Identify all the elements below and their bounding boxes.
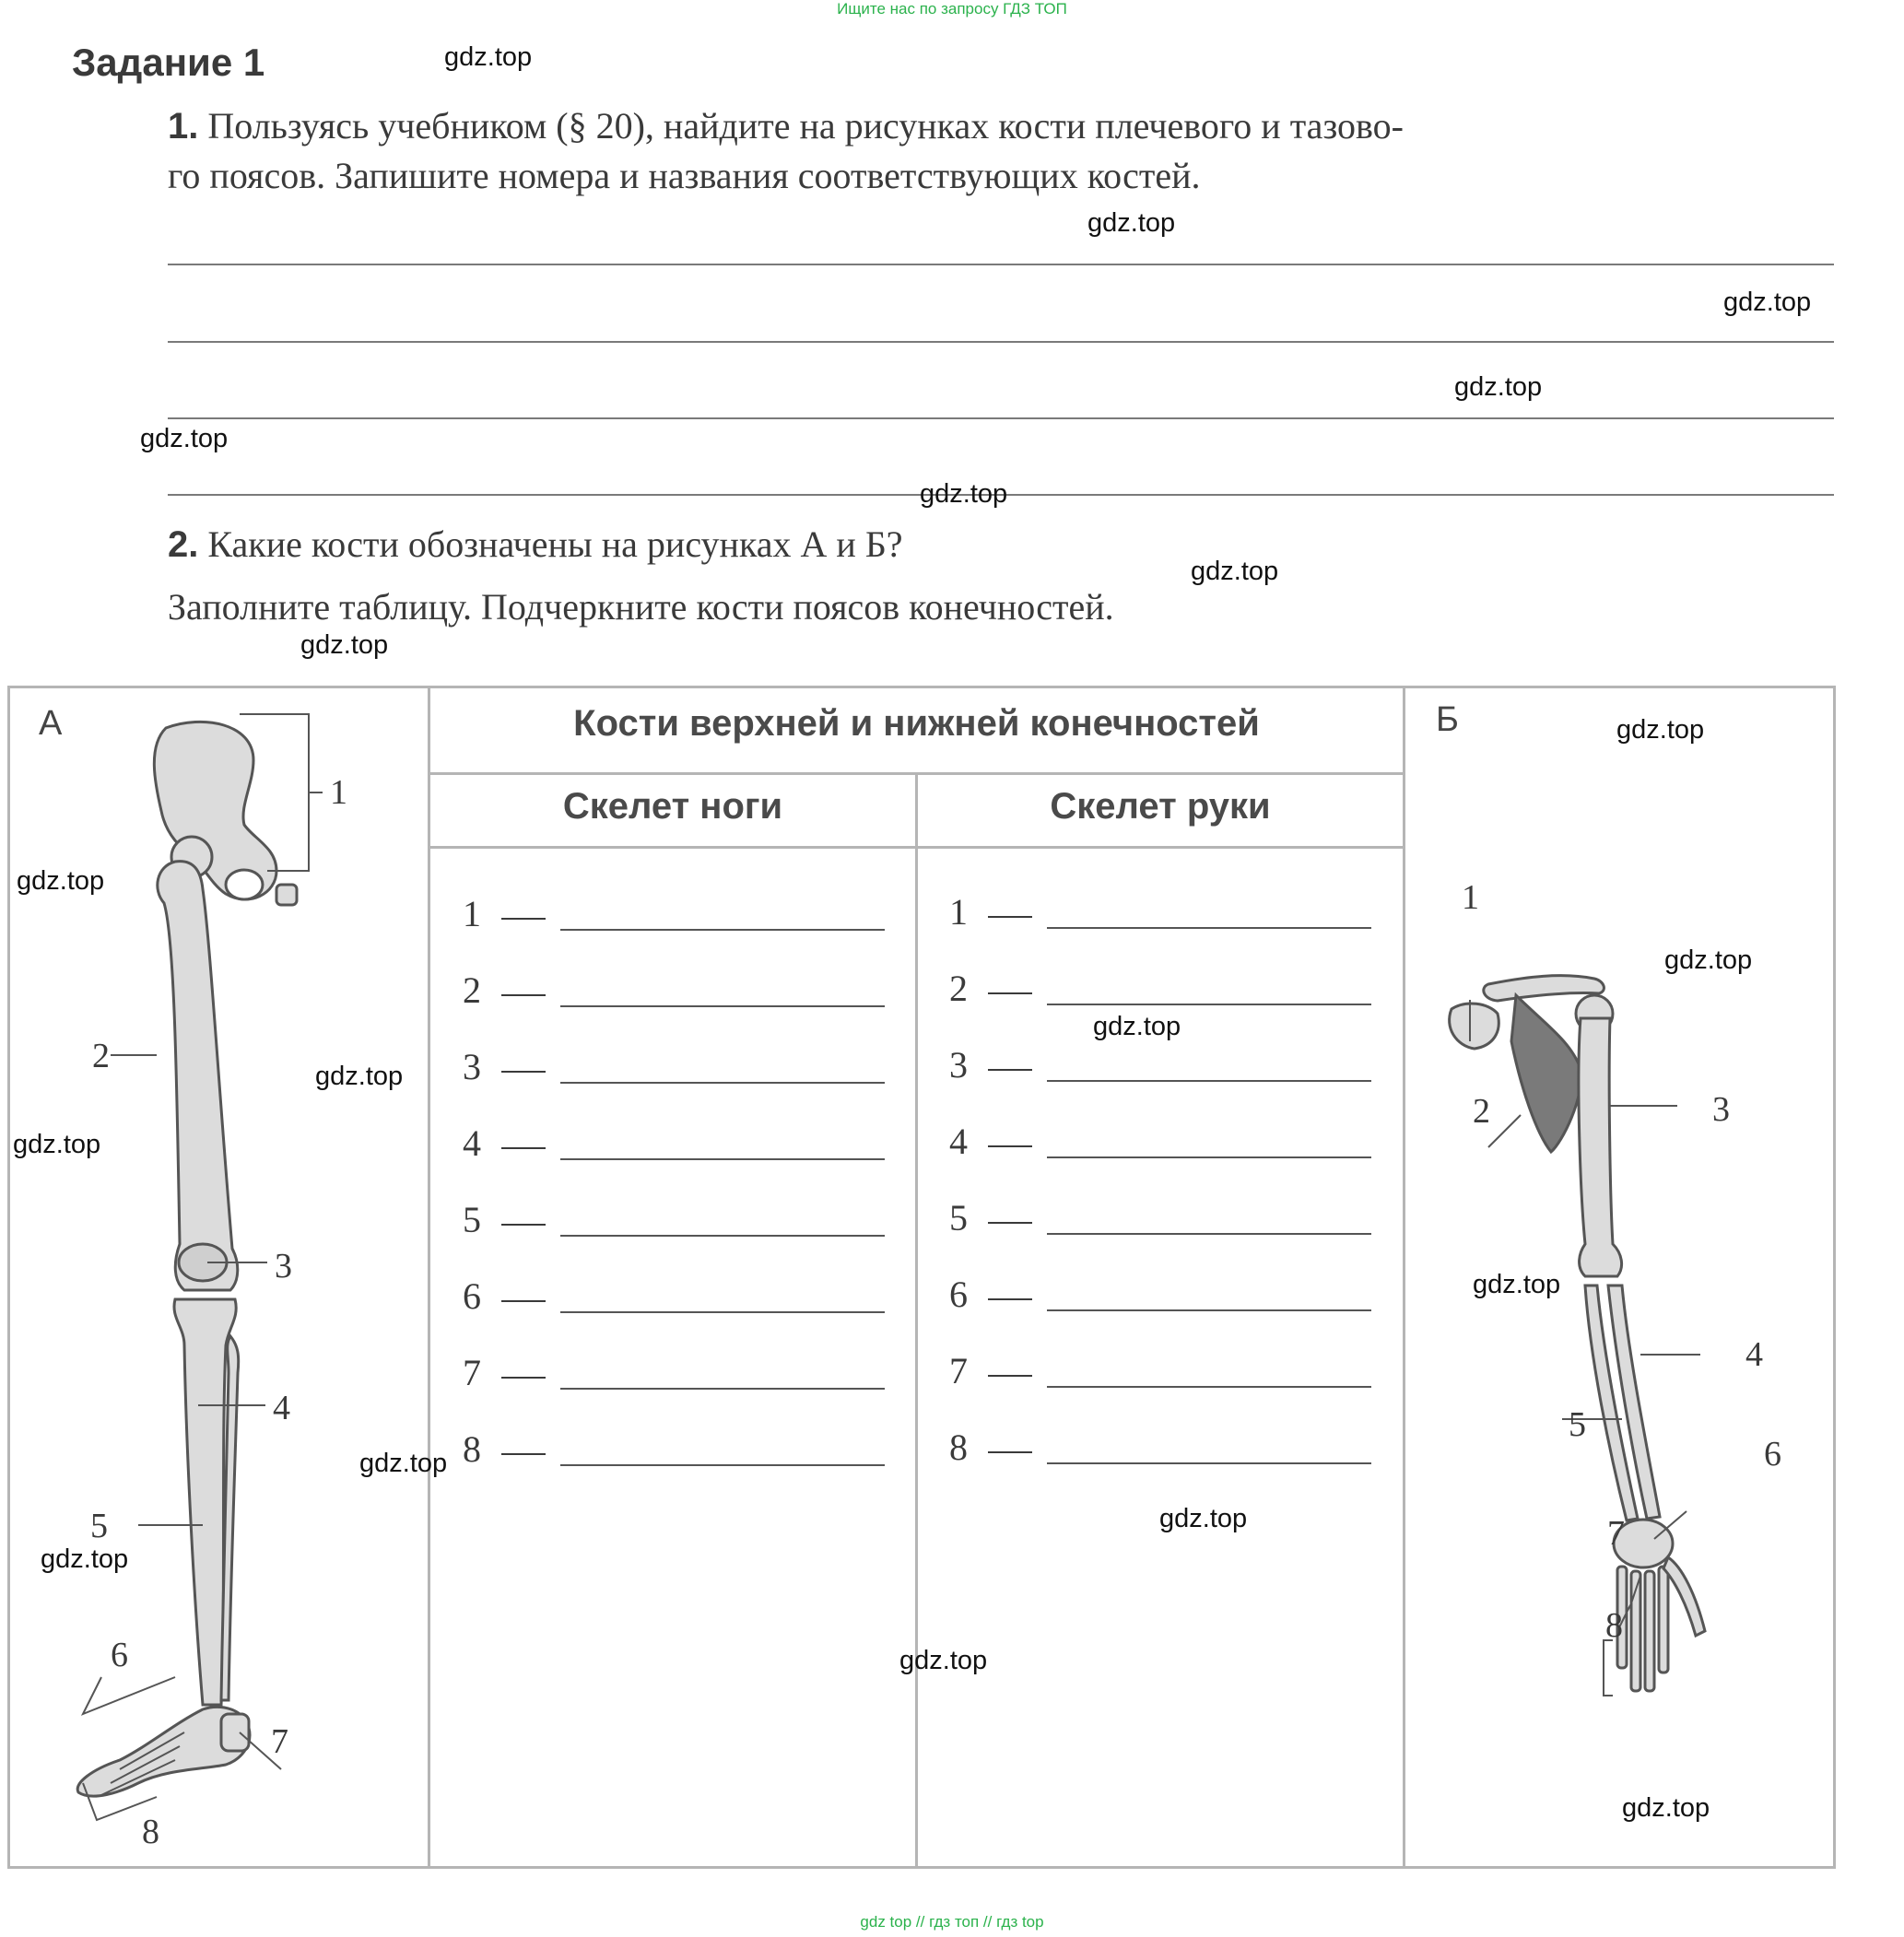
search-banner: Ищите нас по запросу ГДЗ ТОП — [837, 0, 1067, 18]
leg-row[interactable] — [463, 1427, 896, 1481]
row-number: 3 — [463, 1046, 481, 1087]
question-1 — [168, 101, 1404, 151]
arm-label: 1 — [1462, 878, 1479, 917]
task-title: Задание 1 — [72, 41, 265, 84]
row-dash — [501, 1377, 546, 1379]
row-number: 1 — [949, 891, 968, 933]
arm-row[interactable] — [949, 1349, 1382, 1403]
row-dash — [501, 1300, 546, 1302]
answer-line[interactable] — [168, 341, 1834, 343]
watermark: gdz.top — [13, 1130, 101, 1159]
footer-banner: gdz top // гдз топ // гдз top — [860, 1913, 1044, 1931]
answer-line[interactable] — [168, 264, 1834, 265]
watermark: gdz.top — [1191, 557, 1279, 586]
row-dash — [988, 916, 1032, 918]
table-title: Кости верхней и нижней конечностей — [573, 703, 1260, 744]
row-number: 2 — [463, 969, 481, 1011]
answer-blank[interactable] — [560, 1158, 885, 1160]
row-number: 6 — [949, 1274, 968, 1315]
row-number: 7 — [463, 1352, 481, 1393]
row-number: 1 — [463, 893, 481, 934]
arm-row[interactable] — [949, 1426, 1382, 1479]
row-number: 5 — [463, 1199, 481, 1240]
leg-row[interactable] — [463, 892, 896, 945]
leg-label: 4 — [273, 1389, 290, 1427]
watermark: gdz.top — [1616, 715, 1705, 745]
row-dash — [501, 1224, 546, 1226]
table-divider — [428, 686, 430, 1869]
row-dash — [988, 1298, 1032, 1300]
row-number: 6 — [463, 1275, 481, 1317]
watermark: gdz.top — [444, 42, 533, 72]
row-number: 3 — [949, 1044, 968, 1086]
watermark: gdz.top — [1473, 1270, 1561, 1299]
answer-blank[interactable] — [560, 1005, 885, 1007]
answer-blank[interactable] — [560, 1235, 885, 1237]
row-dash — [501, 1453, 546, 1455]
panel-a-label: А — [39, 704, 63, 743]
row-number: 4 — [949, 1121, 968, 1162]
row-dash — [501, 994, 546, 996]
arm-label: 7 — [1607, 1514, 1625, 1553]
row-dash — [988, 1222, 1032, 1224]
answer-blank[interactable] — [1047, 1156, 1371, 1158]
arm-row[interactable] — [949, 1043, 1382, 1097]
leg-label: 8 — [142, 1813, 159, 1851]
leg-row[interactable] — [463, 1198, 896, 1251]
column-arm-header: Скелет руки — [1050, 786, 1271, 827]
answer-blank[interactable] — [1047, 1462, 1371, 1464]
leg-label: 2 — [92, 1037, 110, 1075]
watermark: gdz.top — [920, 479, 1008, 509]
watermark: gdz.top — [1159, 1504, 1248, 1533]
arm-row[interactable] — [949, 1273, 1382, 1326]
row-dash — [988, 992, 1032, 994]
arm-row[interactable] — [949, 1196, 1382, 1250]
row-number: 5 — [949, 1197, 968, 1239]
question-1-number: 1. — [168, 106, 199, 147]
row-number: 2 — [949, 968, 968, 1009]
watermark: gdz.top — [1454, 372, 1543, 402]
arm-label: 6 — [1764, 1435, 1781, 1473]
row-dash — [501, 1071, 546, 1073]
column-leg-header: Скелет ноги — [562, 786, 783, 827]
leg-row[interactable] — [463, 1351, 896, 1404]
panel-b-label: Б — [1436, 700, 1459, 739]
watermark: gdz.top — [1087, 208, 1176, 238]
question-2-line-2: Заполните таблицу. Подчеркните кости поясов конечностей. — [168, 586, 1114, 628]
arm-label: 2 — [1473, 1092, 1490, 1131]
row-number: 8 — [463, 1428, 481, 1470]
answer-line[interactable] — [168, 417, 1834, 419]
row-dash — [988, 1451, 1032, 1453]
watermark: gdz.top — [899, 1646, 988, 1675]
leg-row[interactable] — [463, 1121, 896, 1175]
question-1-line-1: Пользуясь учебником (§ 20), найдите на рисунках кости плечевого и тазово- — [207, 105, 1404, 147]
question-2 — [168, 520, 903, 569]
arm-label: 3 — [1712, 1090, 1730, 1129]
answer-blank[interactable] — [560, 1311, 885, 1313]
row-dash — [501, 918, 546, 920]
arm-label: 4 — [1745, 1335, 1763, 1374]
answer-blank[interactable] — [1047, 1233, 1371, 1235]
watermark: gdz.top — [359, 1449, 448, 1478]
watermark: gdz.top — [41, 1544, 129, 1574]
row-dash — [501, 1147, 546, 1149]
row-dash — [988, 1145, 1032, 1147]
leg-label: 3 — [275, 1247, 292, 1285]
answer-blank[interactable] — [560, 1388, 885, 1390]
answer-blank[interactable] — [560, 929, 885, 931]
answer-blank[interactable] — [1047, 1080, 1371, 1082]
watermark: gdz.top — [1723, 288, 1812, 317]
row-number: 8 — [949, 1426, 968, 1468]
leg-row[interactable] — [463, 1274, 896, 1328]
arm-row[interactable] — [949, 890, 1382, 944]
answer-blank[interactable] — [1047, 1386, 1371, 1388]
watermark: gdz.top — [1622, 1793, 1710, 1823]
table-divider — [428, 772, 1405, 775]
leg-row[interactable] — [463, 968, 896, 1022]
arm-label: 5 — [1569, 1405, 1586, 1444]
answer-blank[interactable] — [560, 1464, 885, 1466]
answer-blank[interactable] — [560, 1082, 885, 1084]
answer-blank[interactable] — [1047, 927, 1371, 929]
watermark: gdz.top — [1664, 945, 1753, 975]
watermark: gdz.top — [1093, 1012, 1181, 1041]
leg-row[interactable] — [463, 1045, 896, 1098]
leg-skeleton-illustration — [55, 710, 387, 1861]
answer-blank[interactable] — [1047, 1004, 1371, 1005]
watermark: gdz.top — [315, 1062, 404, 1091]
row-dash — [988, 1069, 1032, 1071]
row-dash — [988, 1375, 1032, 1377]
table-divider — [915, 774, 918, 1869]
question-2-number: 2. — [168, 524, 199, 565]
leg-label: 5 — [90, 1507, 108, 1545]
answer-blank[interactable] — [1047, 1309, 1371, 1311]
row-number: 7 — [949, 1350, 968, 1391]
table-divider — [428, 846, 1405, 849]
leg-label: 6 — [111, 1636, 128, 1674]
arm-row[interactable] — [949, 1120, 1382, 1173]
watermark: gdz.top — [17, 866, 105, 896]
arm-label: 8 — [1605, 1606, 1623, 1645]
question-1-line-2: го поясов. Запишите номера и названия соответствующих костей. — [168, 155, 1201, 196]
watermark: gdz.top — [140, 424, 229, 453]
table-divider — [1403, 686, 1405, 1869]
question-2-line-1: Какие кости обозначены на рисунках А и Б? — [207, 523, 903, 565]
watermark: gdz.top — [300, 630, 389, 660]
leg-label: 1 — [330, 773, 347, 812]
leg-label: 7 — [271, 1722, 288, 1761]
row-number: 4 — [463, 1122, 481, 1164]
